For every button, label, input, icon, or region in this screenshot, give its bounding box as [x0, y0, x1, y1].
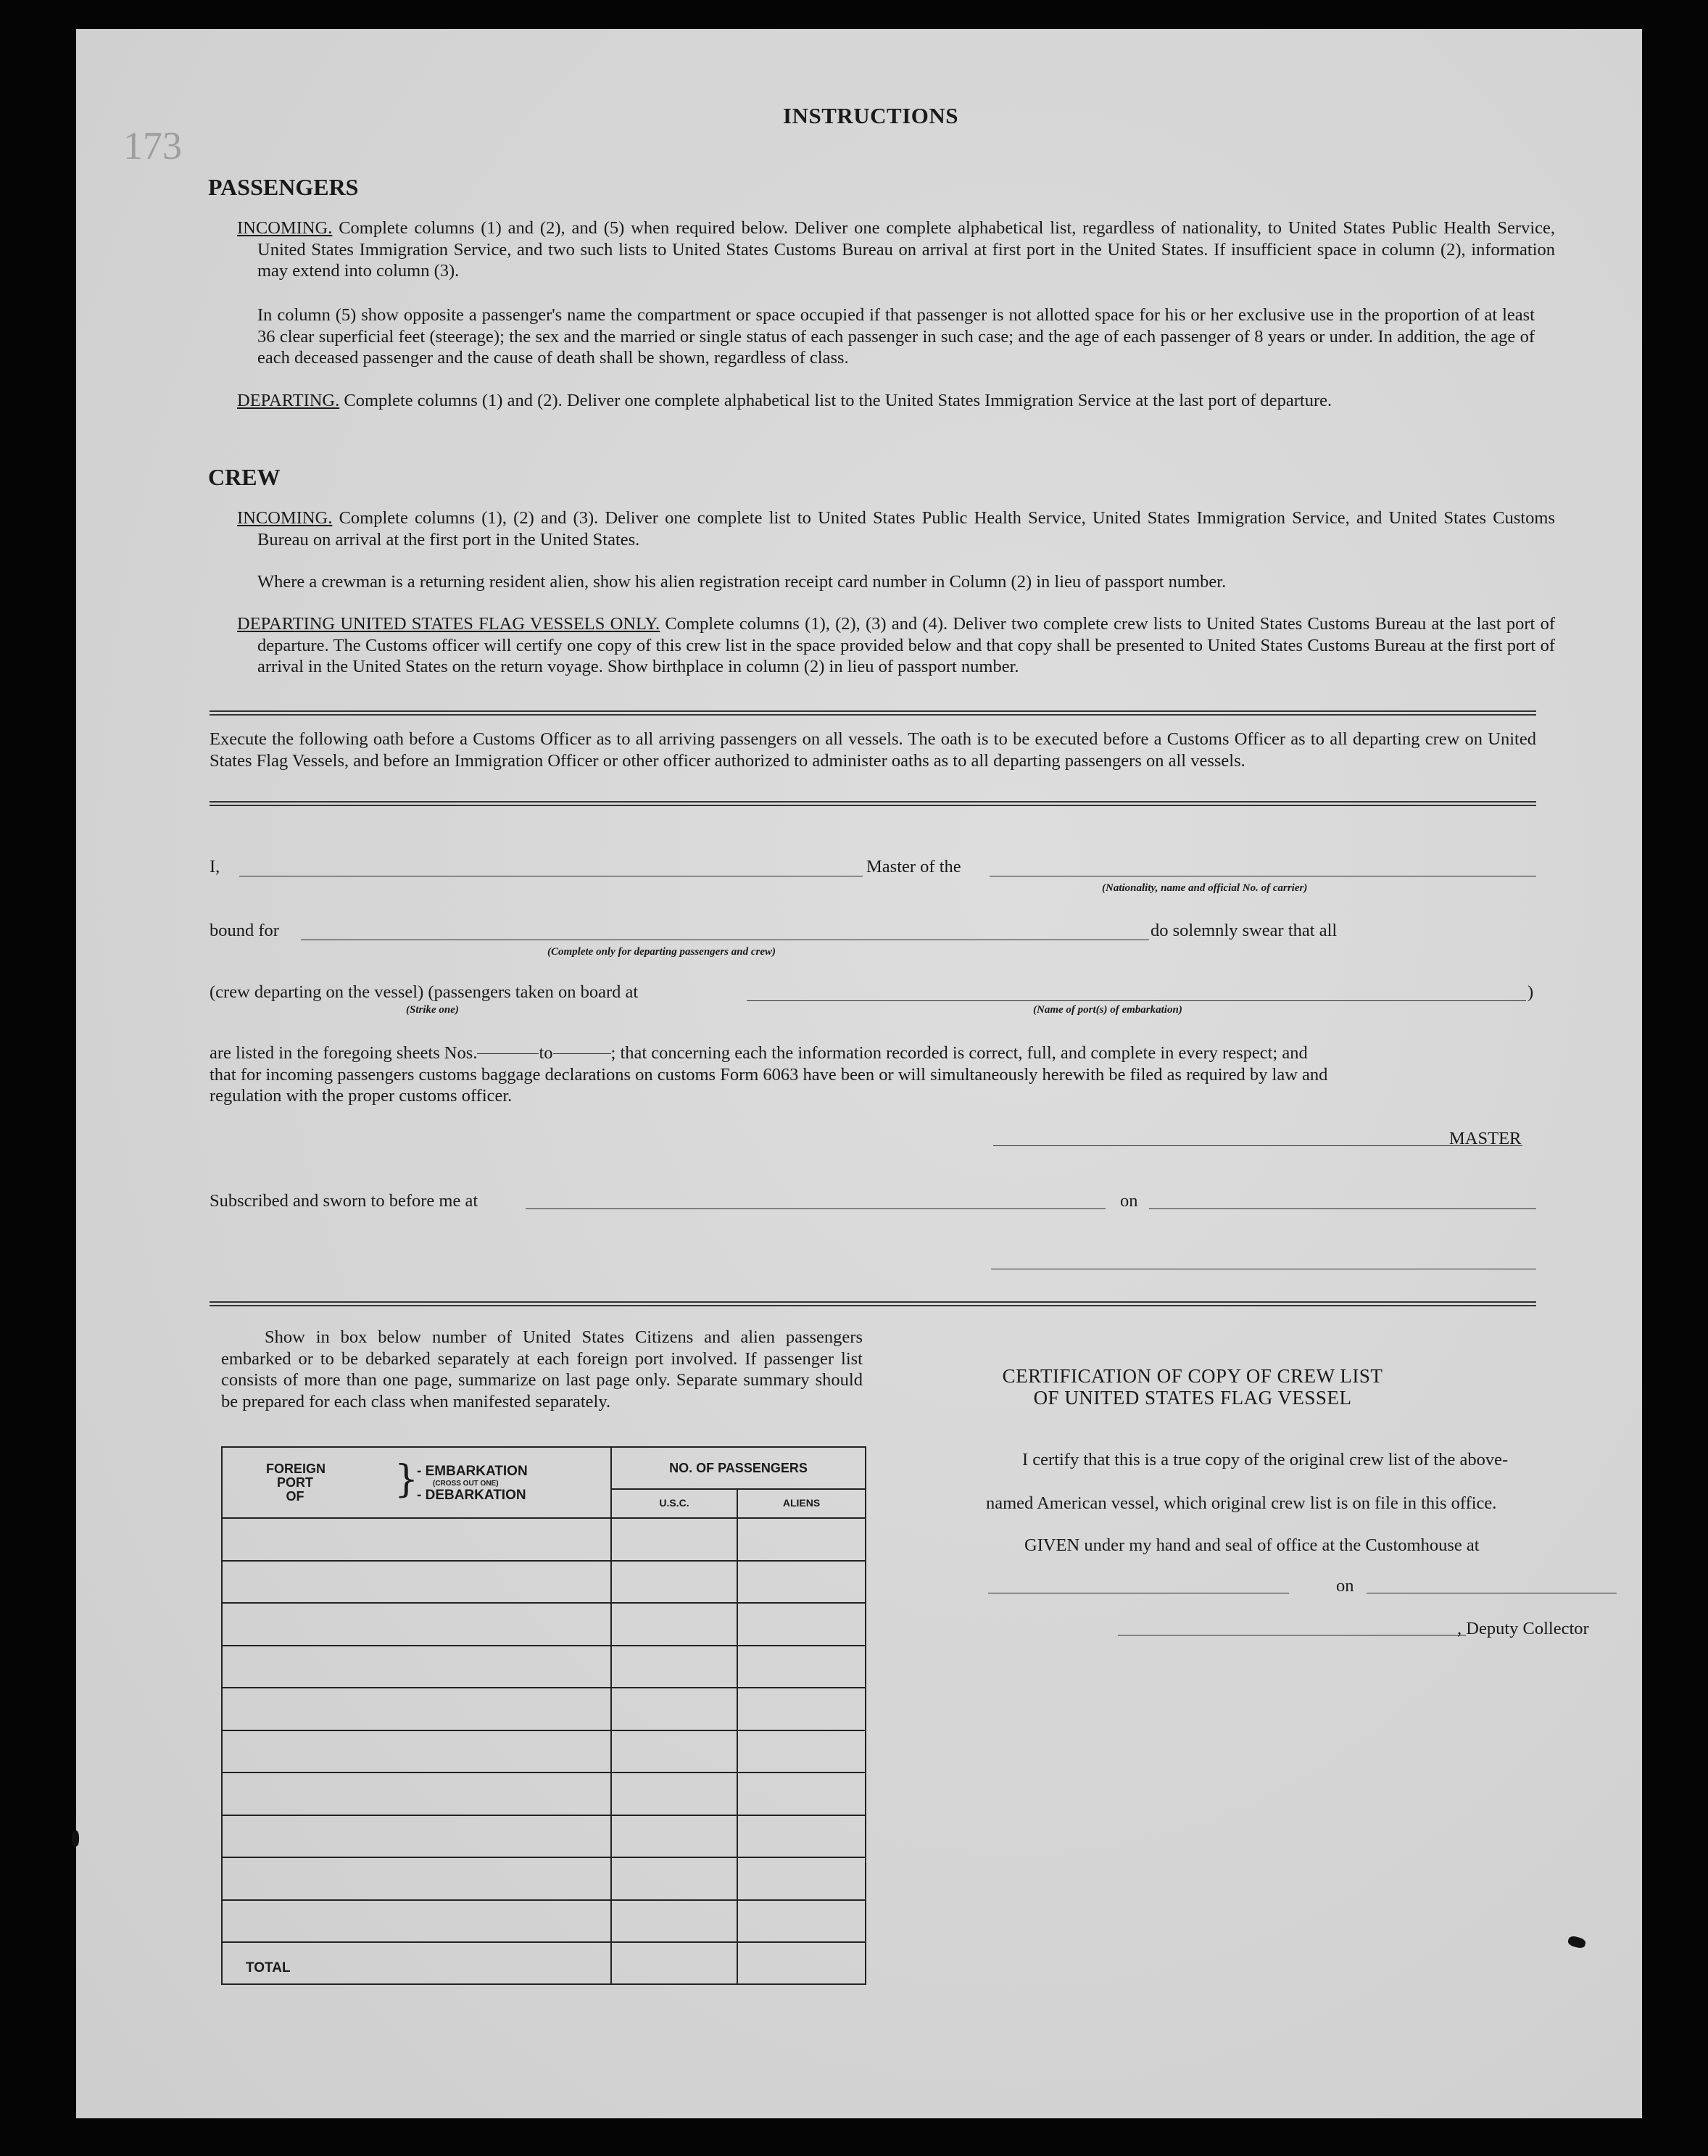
bleed-through-text	[823, 420, 847, 495]
passengers-departing-text: Complete columns (1) and (2). Deliver one complete alphabetical list to the United States Immigration Service at the last port of departure.	[344, 391, 1332, 410]
aliens-cell[interactable]	[737, 1688, 866, 1730]
usc-cell[interactable]	[611, 1518, 737, 1561]
passengers-incoming-text: Complete columns (1) and (2), and (5) when required below. Deliver one complete alphabetical list, regardless of nationality, to United States Public Health Service, United States Immigration Service, and two such lists to United States Customs Bureau on arrival at first port in the United States. If insufficient space in column (2), information may extend into column (3).	[257, 218, 1556, 281]
crew-departing-text: Complete columns (1), (2), (3) and (4). Deliver two complete crew lists to United States Customs Bureau at the last port of departure. The Customs officer will certify one copy of this crew list in the space provided below and that copy shall be presented to United States Customs Bureau at the first port of arrival in the United States on the return voyage. Show birthplace in column (2) in lieu of passport number.	[257, 614, 1555, 676]
crew-incoming-label: INCOMING.	[237, 508, 333, 528]
certification-line1: I certify that this is a true copy of the original crew list of the above-	[1022, 1450, 1509, 1469]
passengers-heading: PASSENGERS	[208, 174, 359, 200]
speck-mark	[1567, 1935, 1587, 1949]
carrier-caption: (Nationality, name and official No. of carrier)	[1102, 882, 1308, 894]
passengers-departing-label: DEPARTING.	[237, 391, 340, 410]
passengers-departing-paragraph	[237, 390, 1555, 412]
aliens-cell[interactable]	[737, 1561, 866, 1604]
port-cell[interactable]	[222, 1773, 611, 1815]
table-row	[222, 1518, 866, 1561]
certification-line2: named American vessel, which original crew list is on file in this office.	[986, 1493, 1497, 1513]
margin-number: 173	[123, 124, 182, 167]
usc-cell[interactable]	[611, 1561, 737, 1604]
deputy-collector-label: , Deputy Collector	[1457, 1619, 1589, 1638]
embarkation-label: - EMBARKATION	[417, 1464, 528, 1479]
table-row	[222, 1857, 866, 1900]
crew-incoming-text: Complete columns (1), (2) and (3). Deliver one complete list to United States Public Health Service, United States Immigration Service, and United States Customs Bureau on arrival at the first port in the United States.	[257, 508, 1555, 550]
certification-line3: GIVEN under my hand and seal of office at the Customhouse at	[1024, 1535, 1480, 1555]
sheet-to-field[interactable]	[553, 1053, 611, 1054]
passengers-incoming-label: INCOMING.	[237, 218, 333, 238]
listed-line2: that for incoming passengers customs baggage declarations on customs Form 6063 have been or will simultaneously herewith be filed as required by law and	[210, 1064, 1328, 1085]
foreign-label: FOREIGN	[266, 1461, 326, 1476]
aliens-cell[interactable]	[737, 1773, 866, 1815]
crew-resident-paragraph: Where a crewman is a returning resident alien, show his alien registration receipt card number in Column (2) in lieu of passport number.	[257, 572, 1227, 592]
divider-rule	[210, 801, 1536, 806]
port-cell[interactable]	[222, 1688, 611, 1730]
port-cell[interactable]	[222, 1518, 611, 1561]
brace-icon: }	[394, 1458, 419, 1501]
divider-rule	[210, 710, 1536, 716]
no-of-passengers-label: NO. OF PASSENGERS	[669, 1460, 808, 1475]
total-cell	[222, 1942, 611, 1984]
listed-paragraph	[210, 1042, 1536, 1107]
usc-header-cell	[611, 1489, 737, 1518]
divider-rule	[210, 1301, 1536, 1306]
usc-cell[interactable]	[611, 1730, 737, 1773]
aliens-cell[interactable]	[737, 1900, 866, 1943]
oath-i-label: I,	[210, 857, 220, 876]
listed-rest: ; that concerning each the information recorded is correct, full, and complete in every respect; and	[610, 1043, 1308, 1063]
usc-label: U.S.C.	[659, 1497, 689, 1509]
table-row	[222, 1603, 866, 1646]
port-header-cell	[222, 1447, 611, 1518]
usc-cell[interactable]	[611, 1900, 737, 1943]
listed-prefix: are listed in the foregoing sheets Nos.	[210, 1043, 478, 1063]
subscribed-place-field[interactable]	[526, 1208, 1106, 1209]
crew-departing-label: DEPARTING UNITED STATES FLAG VESSELS ONLY.	[237, 614, 660, 634]
usc-cell[interactable]	[611, 1857, 737, 1900]
port-cell[interactable]	[222, 1646, 611, 1688]
form-sheet	[76, 29, 1642, 2118]
port-cell[interactable]	[222, 1857, 611, 1900]
passengers-header-cell	[611, 1447, 866, 1489]
table-row	[222, 1815, 866, 1858]
summary-instructions: Show in box below number of United States Citizens and alien passengers embarked or to be debarked separately at each foreign port involved. If passenger list consists of more than one page, summarize on last page only. Separate summary should be prepared for each class when manifested separately.	[221, 1327, 863, 1411]
port-label: PORT	[276, 1475, 313, 1490]
aliens-cell[interactable]	[737, 1730, 866, 1773]
close-paren: )	[1527, 982, 1534, 1002]
master-of-label: Master of the	[866, 857, 961, 876]
bound-for-label: bound for	[210, 921, 279, 940]
table-row	[222, 1900, 866, 1943]
passenger-summary-table	[221, 1446, 866, 1985]
aliens-header-cell	[737, 1489, 866, 1518]
aliens-label: ALIENS	[782, 1497, 821, 1509]
table-row	[222, 1730, 866, 1773]
embarkation-ports-field[interactable]	[747, 1000, 1526, 1001]
ports-caption: (Name of port(s) of embarkation)	[1033, 1004, 1182, 1016]
table-row	[222, 1561, 866, 1604]
usc-cell[interactable]	[611, 1646, 737, 1688]
usc-cell[interactable]	[611, 1773, 737, 1815]
bound-caption: (Complete only for departing passengers and crew)	[547, 946, 776, 958]
usc-cell[interactable]	[611, 1688, 737, 1730]
listed-line3: regulation with the proper customs officer.	[210, 1086, 513, 1106]
port-cell[interactable]	[222, 1815, 611, 1858]
aliens-cell[interactable]	[737, 1518, 866, 1561]
subscribed-label: Subscribed and sworn to before me at	[210, 1191, 478, 1211]
passengers-column5-paragraph: In column (5) show opposite a passenger's name the compartment or space occupied if that passenger is not allotted space for his or her exclusive use in the proportion of at least 36 clear superficial feet (steerage); the sex and the married or single status of each passenger in such case; and the age of each passenger of 8 years or under. In addition, the age of each deceased passenger and the cause of death shall be shown, regardless of class.	[257, 305, 1535, 368]
master-label: MASTER	[1449, 1129, 1522, 1148]
strike-caption: (Strike one)	[406, 1004, 459, 1016]
total-usc-cell[interactable]	[611, 1942, 737, 1984]
subscribed-date-field[interactable]	[1149, 1208, 1536, 1209]
subscribed-on-label: on	[1120, 1191, 1138, 1211]
port-cell[interactable]	[222, 1603, 611, 1646]
passengers-incoming-paragraph	[237, 217, 1555, 282]
total-label: TOTAL	[246, 1960, 291, 1975]
total-aliens-cell[interactable]	[737, 1942, 866, 1984]
port-cell[interactable]	[222, 1561, 611, 1604]
aliens-cell[interactable]	[737, 1857, 866, 1900]
cross-out-label: (CROSS OUT ONE)	[433, 1480, 499, 1488]
master-signature-field[interactable]	[993, 1145, 1522, 1146]
page-title: INSTRUCTIONS	[783, 103, 959, 128]
certification-title	[917, 1365, 1468, 1409]
port-cell[interactable]	[222, 1900, 611, 1943]
usc-cell[interactable]	[611, 1815, 737, 1858]
of-label: OF	[286, 1489, 304, 1504]
table-row	[222, 1688, 866, 1730]
swear-label: do solemnly swear that all	[1151, 921, 1338, 940]
certification-title-line2: OF UNITED STATES FLAG VESSEL	[1033, 1387, 1352, 1409]
port-cell[interactable]	[222, 1730, 611, 1773]
table-row	[222, 1646, 866, 1688]
certification-on-label: on	[1336, 1576, 1354, 1596]
speck-mark	[72, 1830, 79, 1846]
usc-cell[interactable]	[611, 1603, 737, 1646]
aliens-cell[interactable]	[737, 1815, 866, 1858]
crew-passengers-label: (crew departing on the vessel) (passengers taken on board at	[210, 982, 639, 1002]
aliens-cell[interactable]	[737, 1603, 866, 1646]
oath-intro-paragraph: Execute the following oath before a Customs Officer as to all arriving passengers on all vessels. The oath is to be executed before a Customs Officer as to all departing crew on United States Flag Vessels, and before an Immigration Officer or other officer authorized to administer oaths as to all departing passengers on all vessels.	[210, 729, 1536, 771]
sheet-from-field[interactable]	[477, 1053, 539, 1054]
crew-departing-paragraph	[237, 613, 1555, 678]
crew-heading: CREW	[208, 464, 281, 490]
to-label: to	[539, 1043, 553, 1063]
certification-title-line1: CERTIFICATION OF COPY OF CREW LIST	[1002, 1365, 1383, 1387]
aliens-cell[interactable]	[737, 1646, 866, 1688]
table-row	[222, 1773, 866, 1815]
debarkation-label: - DEBARKATION	[417, 1488, 526, 1503]
crew-incoming-paragraph	[237, 507, 1555, 550]
